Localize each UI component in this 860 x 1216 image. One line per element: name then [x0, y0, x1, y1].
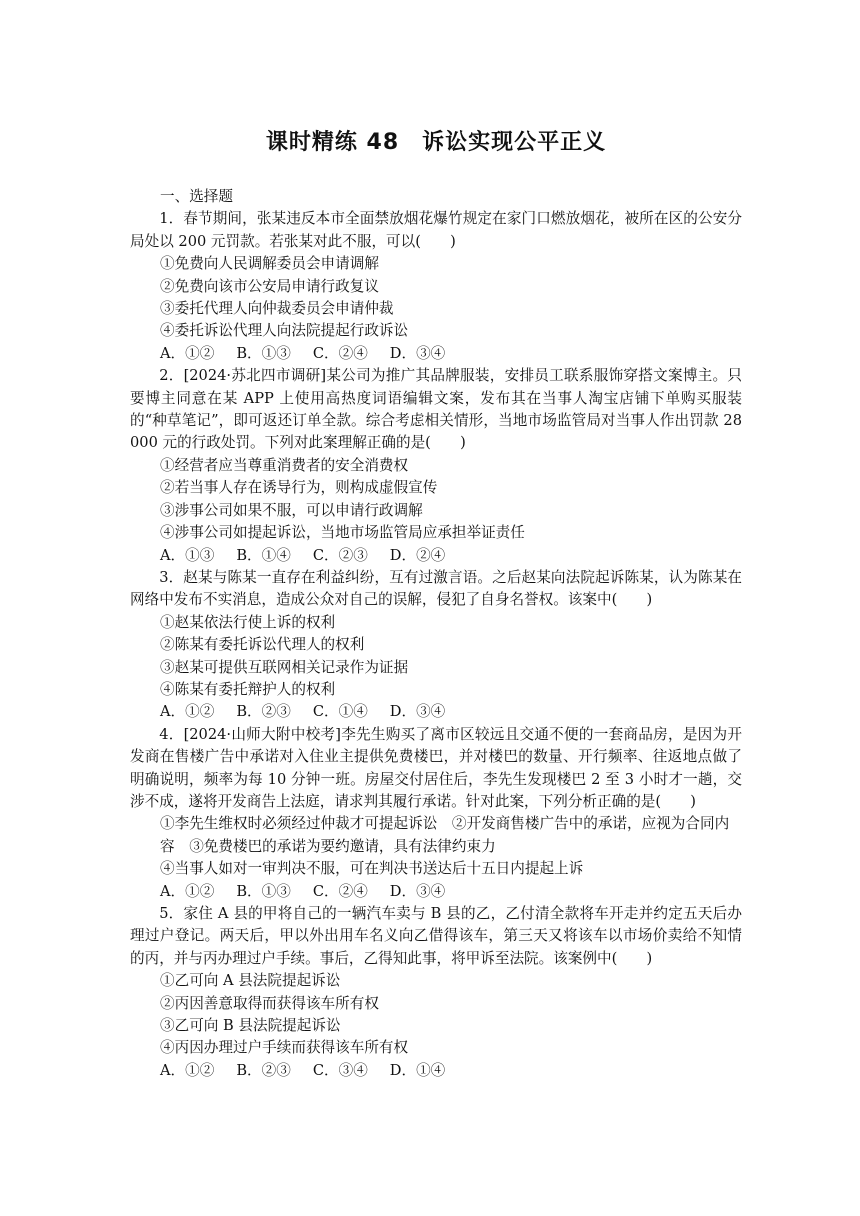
statement-option: ④丙因办理过户手续而获得该车所有权 [160, 1039, 409, 1057]
statement-option: ④当事人如对一审判决不服，可在判决书送达后十五日内提起上诉 [160, 860, 584, 878]
statement-option: ②陈某有委托诉讼代理人的权利 [160, 636, 365, 654]
answer-choices [160, 1060, 742, 1082]
statement-option: ①经营者应当尊重消费者的安全消费权 [160, 456, 409, 474]
answer-choice: C．②④ [312, 882, 368, 900]
answer-choice: A．①② [160, 344, 215, 362]
question-4 [130, 724, 742, 903]
answer-choice: A．①② [160, 1061, 215, 1079]
answer-choice: B．①④ [236, 546, 291, 564]
statement-option: ②免费向该市公安局申请行政复议 [160, 277, 379, 295]
answer-choice: A．①③ [160, 546, 215, 564]
question-5 [130, 903, 742, 1082]
statement-option: ④委托诉讼代理人向法院提起行政诉讼 [160, 322, 409, 340]
statement-option: ③赵某可提供互联网相关记录作为证据 [160, 658, 409, 676]
question-3 [130, 567, 742, 724]
answer-choice: C．②④ [312, 344, 368, 362]
answer-choice: A．①② [160, 882, 215, 900]
question-stem: 3．赵某与陈某一直存在利益纠纷，互有过激言语。之后赵某向法院起诉陈某，认为陈某在网络中发布不实消息，造成公众对自己的误解，侵犯了自身名誉权。该案中( ) [130, 568, 742, 609]
page-title: 课时精练 48 诉讼实现公平正义 [265, 130, 607, 155]
statement-option: ②若当事人存在诱导行为，则构成虚假宣传 [160, 479, 438, 497]
question-list [130, 208, 742, 1082]
answer-choice: C．①④ [312, 703, 368, 721]
answer-choices [160, 701, 742, 723]
question-stem: 4．[2024·山师大附中校考]李先生购买了离市区较远且交通不便的一套商品房，是因为开发商在售楼广告中承诺对入住业主提供免费楼巴，并对楼巴的数量、开行频率、往返地点做了明确说明，频率为每 10 分钟一班。房屋交付居住后，李先生发现楼巴 2 至 3 小时才一趟，交涉不成，遂将开发商告上法庭，请求判其履行承诺。针对此案，下列分析正确的是( ) [130, 725, 742, 810]
statement-option: ①李先生维权时必须经过仲裁才可提起诉讼 ②开发商售楼广告中的承诺，应视为合同内容 ③免费楼巴的承诺为要约邀请，具有法律约束力 [160, 815, 730, 855]
answer-choice: B．①③ [236, 882, 291, 900]
answer-choice: A．①② [160, 703, 215, 721]
answer-choice: B．②③ [236, 1061, 291, 1079]
question-stem: 1．春节期间，张某违反本市全面禁放烟花爆竹规定在家门口燃放烟花，被所在区的公安分局处以 200 元罚款。若张某对此不服，可以( ) [130, 210, 742, 250]
answer-choice: D．③④ [389, 882, 446, 900]
answer-choices [160, 545, 742, 567]
statement-option: ①赵某依法行使上诉的权利 [160, 613, 336, 631]
answer-choice: C．②③ [312, 546, 368, 564]
answer-choice: B．②③ [236, 703, 291, 721]
statement-option: ③乙可向 B 县法院提起诉讼 [160, 1017, 341, 1035]
answer-choice: C．③④ [312, 1061, 368, 1079]
question-2 [130, 365, 742, 567]
statement-option: ④涉事公司如提起诉讼，当地市场监管局应承担举证责任 [160, 524, 525, 542]
question-stem: 2．[2024·苏北四市调研]某公司为推广其品牌服装，安排员工联系服饰穿搭文案博主。只要博主同意在某 APP 上使用高热度词语编辑文案，发布其在当事人淘宝店铺下单购买服装的“种草笔记”，即可返还订单全款。综合考虑相关情形，当地市场监管局对当事人作出罚款 28 000 元的行政处罚。下列对此案理解正确的是( ) [130, 367, 742, 452]
question-stem: 5．家住 A 县的甲将自己的一辆汽车卖与 B 县的乙，乙付清全款将车开走并约定五天后办理过户登记。两天后，甲以外出用车名义向乙借得该车，第三天又将该车以市场价卖给不知情的丙，并与丙办理过户手续。事后，乙得知此事，将甲诉至法院。该案例中( ) [130, 905, 742, 967]
answer-choices [160, 881, 742, 903]
answer-choice: D．②④ [389, 546, 446, 564]
statement-option: ②丙因善意取得而获得该车所有权 [160, 994, 379, 1012]
answer-choice: B．①③ [236, 344, 291, 362]
statement-option: ①乙可向 A 县法院提起诉讼 [160, 972, 341, 990]
answer-choices [160, 343, 742, 365]
question-1 [130, 208, 742, 365]
statement-option: ③涉事公司如果不服，可以申请行政调解 [160, 501, 423, 519]
answer-choice: D．①④ [389, 1061, 446, 1079]
statement-option: ④陈某有委托辩护人的权利 [160, 680, 336, 698]
statement-option: ③委托代理人向仲裁委员会申请仲裁 [160, 300, 394, 318]
statement-option: ①免费向人民调解委员会申请调解 [160, 255, 379, 273]
answer-choice: D．③④ [389, 344, 446, 362]
section-heading: 一、选择题 [160, 188, 233, 205]
answer-choice: D．③④ [389, 703, 446, 721]
